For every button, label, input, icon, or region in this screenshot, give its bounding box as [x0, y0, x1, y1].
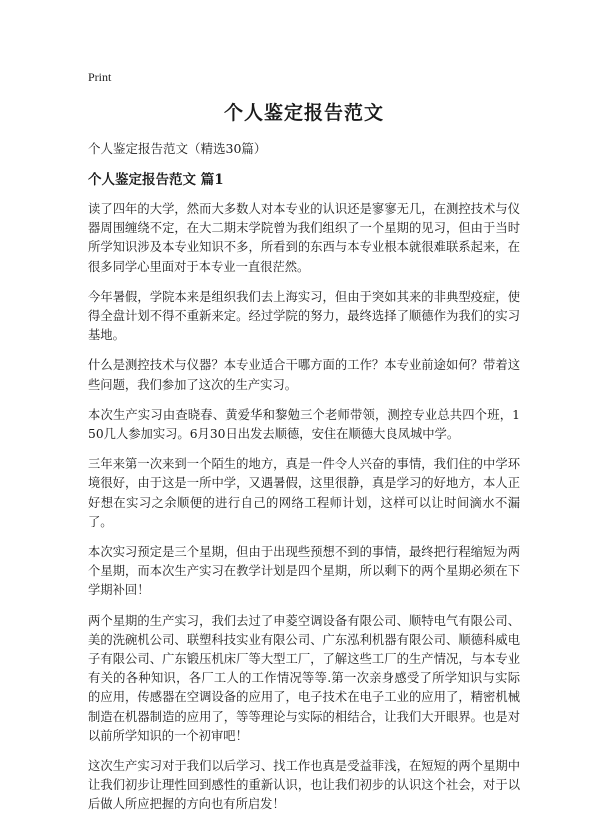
document-page [88, 70, 520, 826]
document-title: 个人鉴定报告范文 [223, 102, 384, 124]
paragraph-6: 本次实习预定是三个星期，但由于出现些预想不到的事情，最终把行程缩短为两个星期，而本次生产实习在教学计划是四个星期，所以剩下的两个星期必须在下学期补回！ [88, 545, 520, 598]
paragraph-1: 读了四年的大学，然而大多数人对本专业的认识还是寥寥无几，在测控技术与仪器周围缠绕不定，在大二期末学院曾为我们组织了一个星期的见习，但由于当时所学知识涉及本专业知识不多，所看到的东西与本专业根本就很难联系起来，在很多同学心里面对于本专业一直很茫然。 [88, 202, 520, 274]
paragraph-2: 今年暑假，学院本来是组织我们去上海实习，但由于突如其来的非典型疫症，使得全盘计划不得不重新来定。经过学院的努力，最终选择了顺德作为我们的实习基地。 [88, 289, 520, 343]
paragraph-5: 三年来第一次来到一个陌生的地方，真是一件令人兴奋的事情，我们住的中学环境很好，由于这是一所中学，又遇暑假，这里很静，真是学习的好地方，本人正好想在实习之余顺便的进行自己的网络工程师计划，这样可以让时间滴水不漏了。 [88, 457, 520, 529]
print-label[interactable]: Print [88, 70, 112, 84]
section-heading: 个人鉴定报告范文 篇1 [88, 172, 224, 188]
paragraph-7: 两个星期的生产实习，我们去过了申菱空调设备有限公司、顺特电气有限公司、美的洗碗机公司、联塑科技实业有限公司、广东泓利机器有限公司、顺德科威电子有限公司、广东锻压机床厂等大型工厂，了解这些工厂的生产情况，与本专业有关的各种知识，各厂工人的工作情况等等.第一次亲身感受了所学知识与实际的应用，传感器在空调设备的应用了，电子技术在电子工业的应用了，精密机械制造在机器制造的应用了，等等理论与实际的相结合，让我们大开眼界。也是对以前所学知识的一个初审吧！ [88, 613, 520, 743]
paragraph-3: 什么是测控技术与仪器？本专业适合干哪方面的工作？本专业前途如何？带着这些问题，我们参加了这次的生产实习。 [88, 358, 520, 392]
paragraph-8: 这次生产实习对于我们以后学习、找工作也真是受益菲浅，在短短的两个星期中让我们初步让理性回到感性的重新认识，也让我们初步的认识这个社会，对于以后做人所应把握的方向也有所启发！ [88, 759, 520, 812]
paragraph-4: 本次生产实习由查晓春、黄爱华和黎勉三个老师带领，测控专业总共四个班，150几人参加实习。6月30日出发去顺德，安住在顺德大良凤城中学。 [88, 407, 520, 442]
document-subtitle: 个人鉴定报告范文（精选30篇） [88, 141, 267, 156]
